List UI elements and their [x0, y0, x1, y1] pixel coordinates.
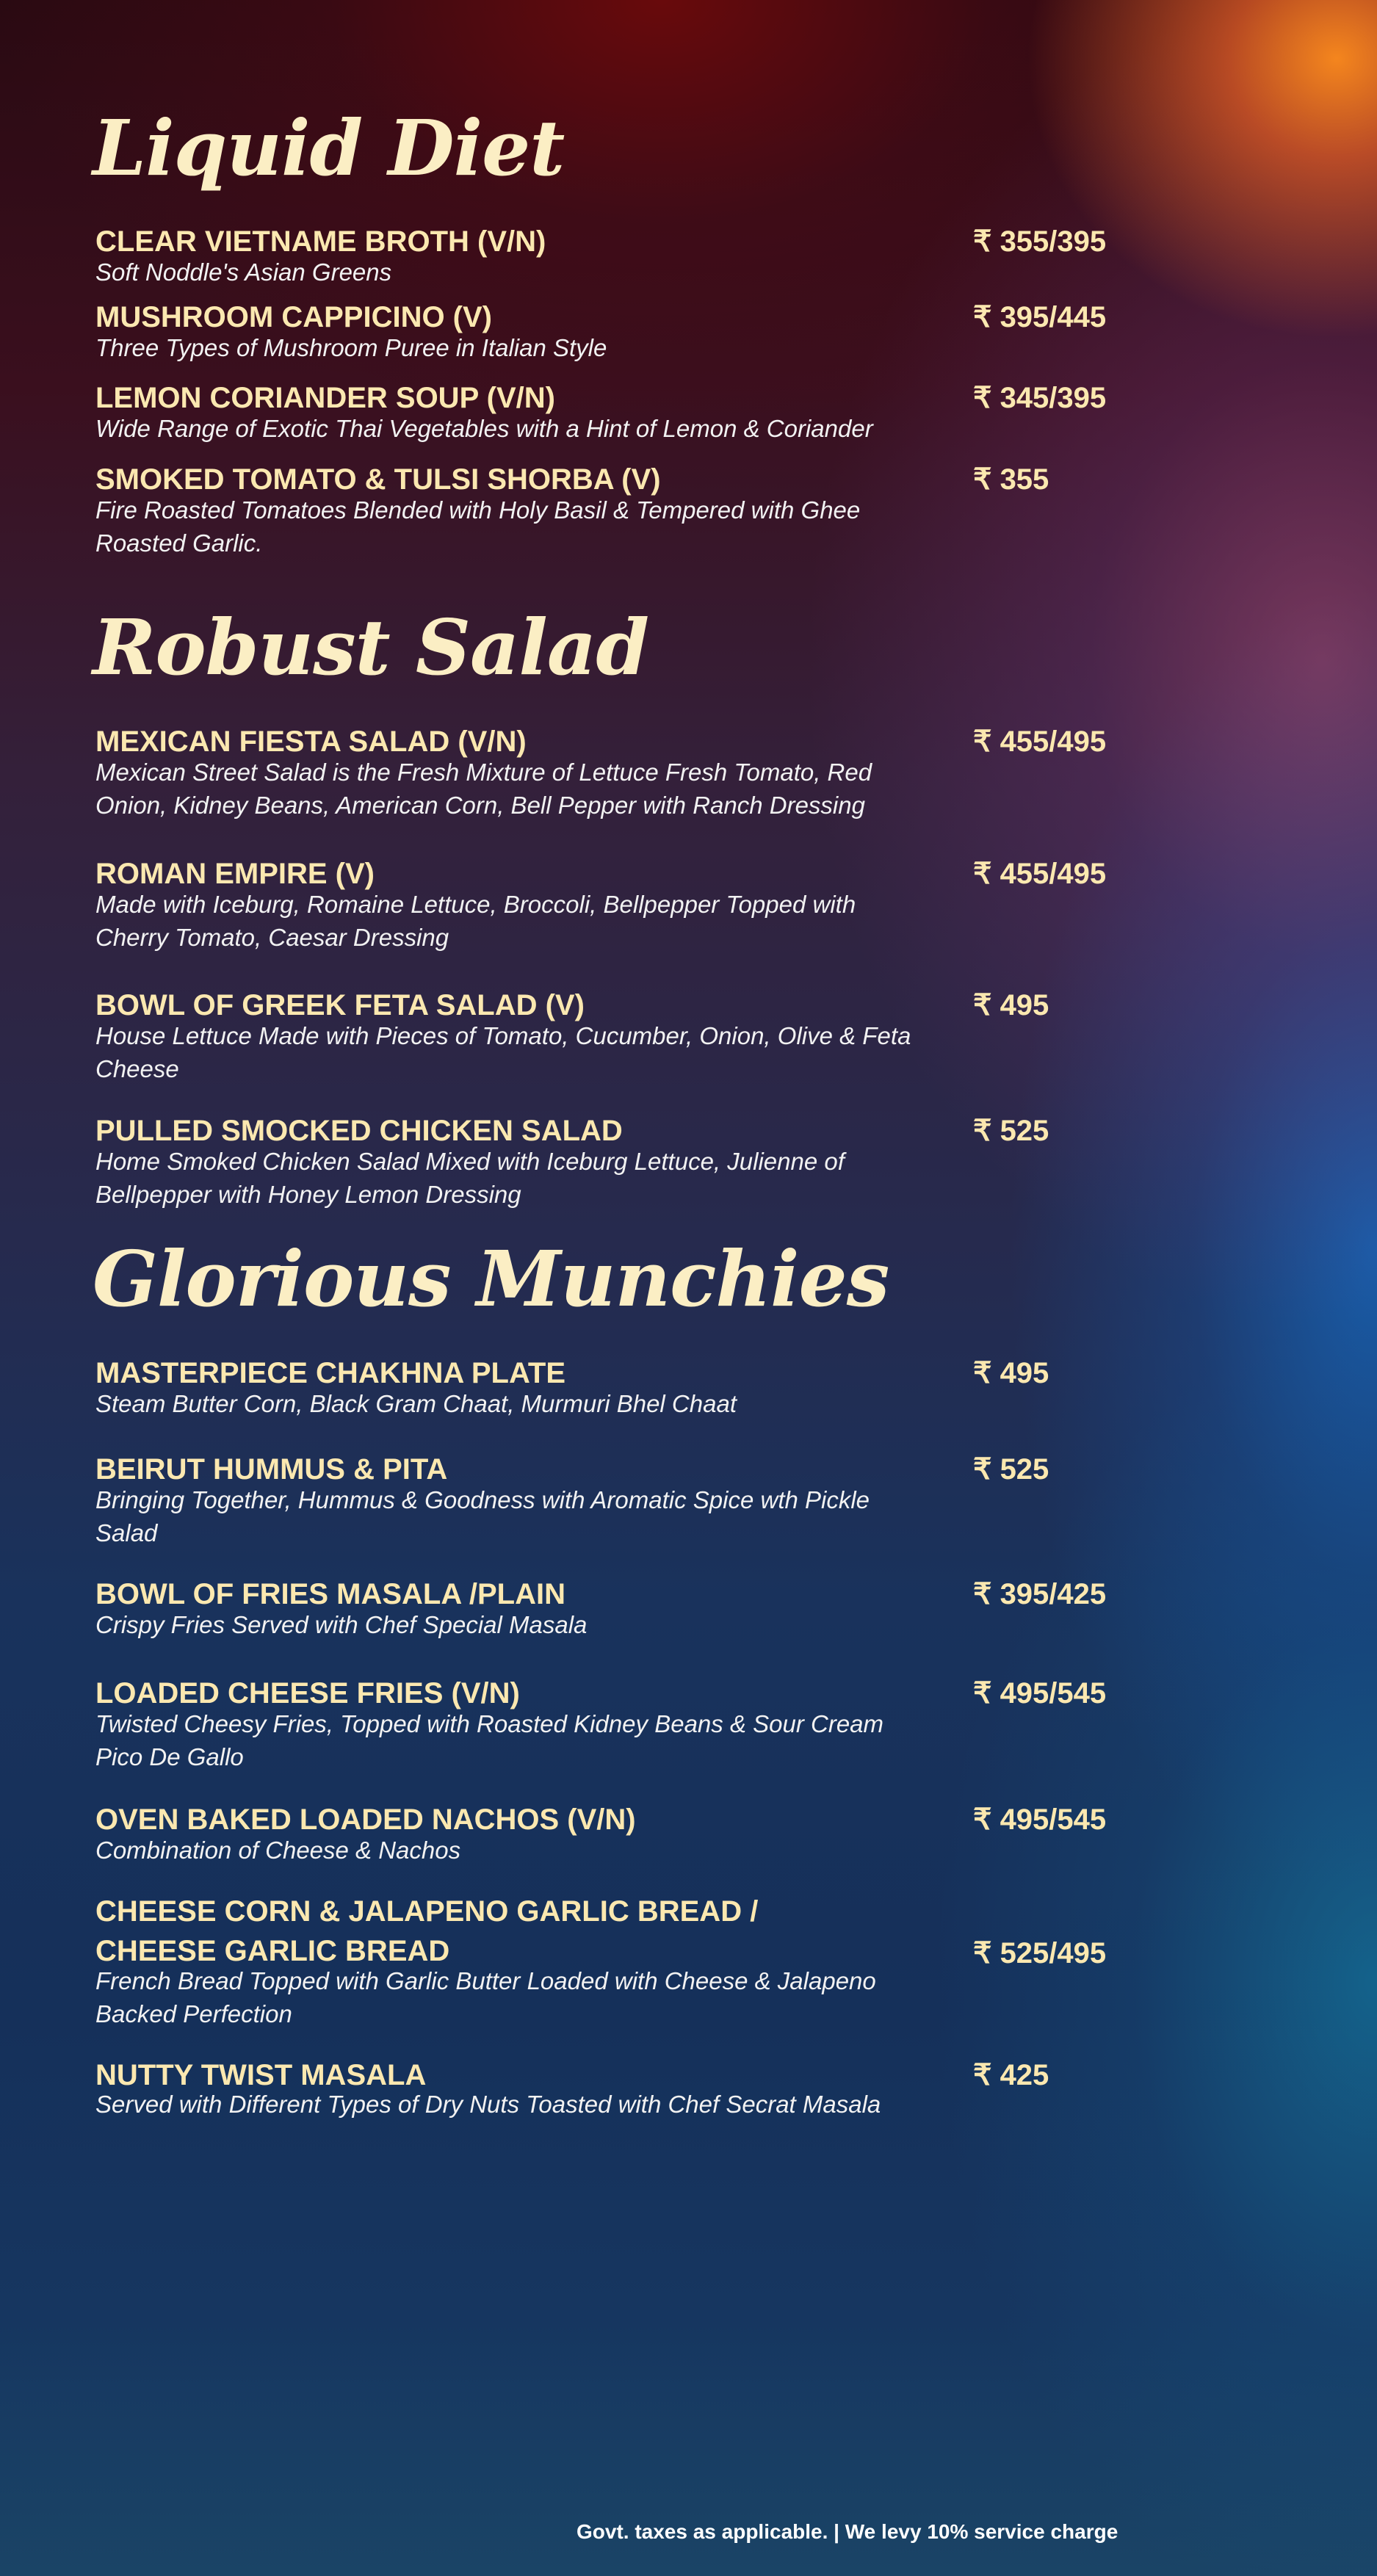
menu-item-name: CLEAR VIETNAME BROTH (V/N): [95, 225, 546, 258]
menu-item-description: House Lettuce Made with Pieces of Tomato, Cucumber, Onion, Olive & Feta Cheese: [95, 1022, 911, 1082]
section-title-robust-salad: Robust Salad: [93, 602, 649, 692]
menu-item-name: CHEESE CORN & JALAPENO GARLIC BREAD / CHEESE GARLIC BREAD: [95, 1895, 759, 1967]
menu-item-price: ₹ 495: [973, 1357, 1049, 1389]
menu-item-name: LEMON CORIANDER SOUP (V/N): [95, 382, 555, 414]
menu-item-price: ₹ 495: [973, 989, 1049, 1021]
menu-item-name: MEXICAN FIESTA SALAD (V/N): [95, 726, 527, 758]
menu-item-description: Fire Roasted Tomatoes Blended with Holy Basil & Tempered with Ghee Roasted Garlic.: [95, 496, 861, 557]
menu-item-price: ₹ 345/395: [973, 382, 1107, 414]
menu-item-name: MASTERPIECE CHAKHNA PLATE: [95, 1357, 566, 1389]
menu-item-name: PULLED SMOCKED CHICKEN SALAD: [95, 1115, 623, 1147]
menu-item-price: ₹ 395/425: [973, 1578, 1107, 1610]
section-title-liquid-diet: Liquid Diet: [93, 103, 565, 193]
menu-item-price: ₹ 355: [973, 463, 1049, 496]
menu-item-description: French Bread Topped with Garlic Butter Loaded with Cheese & Jalapeno Backed Perfection: [95, 1967, 876, 2027]
menu-item-description: Crispy Fries Served with Chef Special Masala: [95, 1611, 588, 1638]
menu-item-name: BOWL OF FRIES MASALA /PLAIN: [95, 1578, 565, 1610]
menu-item-description: Steam Butter Corn, Black Gram Chaat, Murmuri Bhel Chaat: [95, 1390, 737, 1417]
menu-item-price: ₹ 525/495: [973, 1937, 1107, 1969]
menu-item-price: ₹ 455/495: [973, 726, 1107, 758]
menu-item-name: ROMAN EMPIRE (V): [95, 858, 375, 890]
menu-item-description: Served with Different Types of Dry Nuts Toasted with Chef Secrat Masala: [95, 2091, 881, 2118]
menu-item-price: ₹ 395/445: [973, 301, 1107, 333]
menu-item-name: BEIRUT HUMMUS & PITA: [95, 1453, 448, 1486]
menu-item-description: Twisted Cheesy Fries, Topped with Roasted Kidney Beans & Sour Cream Pico De Gallo: [95, 1710, 884, 1770]
menu-item-name: MUSHROOM CAPPICINO (V): [95, 301, 492, 333]
menu-item-price: ₹ 425: [973, 2059, 1049, 2091]
menu-item-description: Made with Iceburg, Romaine Lettuce, Broccoli, Bellpepper Topped with Cherry Tomato, Caesar Dressing: [95, 891, 856, 951]
menu-item-price: ₹ 525: [973, 1115, 1049, 1147]
menu-item-description: Mexican Street Salad is the Fresh Mixture of Lettuce Fresh Tomato, Red Onion, Kidney Beans, American Corn, Bell Pepper with Ranch Dressing: [95, 759, 872, 819]
menu-item-name: SMOKED TOMATO & TULSI SHORBA (V): [95, 463, 661, 496]
menu-item-price: ₹ 355/395: [973, 225, 1107, 258]
menu-item-description: Three Types of Mushroom Puree in Italian Style: [95, 334, 607, 361]
section-title-glorious-munchies: Glorious Munchies: [93, 1234, 889, 1324]
menu-item-name: NUTTY TWIST MASALA: [95, 2059, 427, 2091]
menu-item-name: OVEN BAKED LOADED NACHOS (V/N): [95, 1803, 636, 1836]
menu-item-price: ₹ 525: [973, 1453, 1049, 1486]
menu-item-description: Home Smoked Chicken Salad Mixed with Iceburg Lettuce, Julienne of Bellpepper with Honey Lemon Dressing: [95, 1148, 845, 1208]
menu-item-price: ₹ 495/545: [973, 1677, 1107, 1710]
menu-item-description: Wide Range of Exotic Thai Vegetables with a Hint of Lemon & Coriander: [95, 415, 873, 442]
menu-item-price: ₹ 455/495: [973, 858, 1107, 890]
menu-item-name: BOWL OF GREEK FETA SALAD (V): [95, 989, 585, 1021]
menu-item-price: ₹ 495/545: [973, 1803, 1107, 1836]
menu-item-name: LOADED CHEESE FRIES (V/N): [95, 1677, 520, 1710]
menu-item-description: Bringing Together, Hummus & Goodness with Aromatic Spice wth Pickle Salad: [95, 1486, 870, 1546]
footer-tax-note: Govt. taxes as applicable. | We levy 10% service charge: [577, 2520, 1118, 2543]
menu-item-description: Combination of Cheese & Nachos: [95, 1837, 461, 1864]
menu-item-description: Soft Noddle's Asian Greens: [95, 258, 392, 286]
